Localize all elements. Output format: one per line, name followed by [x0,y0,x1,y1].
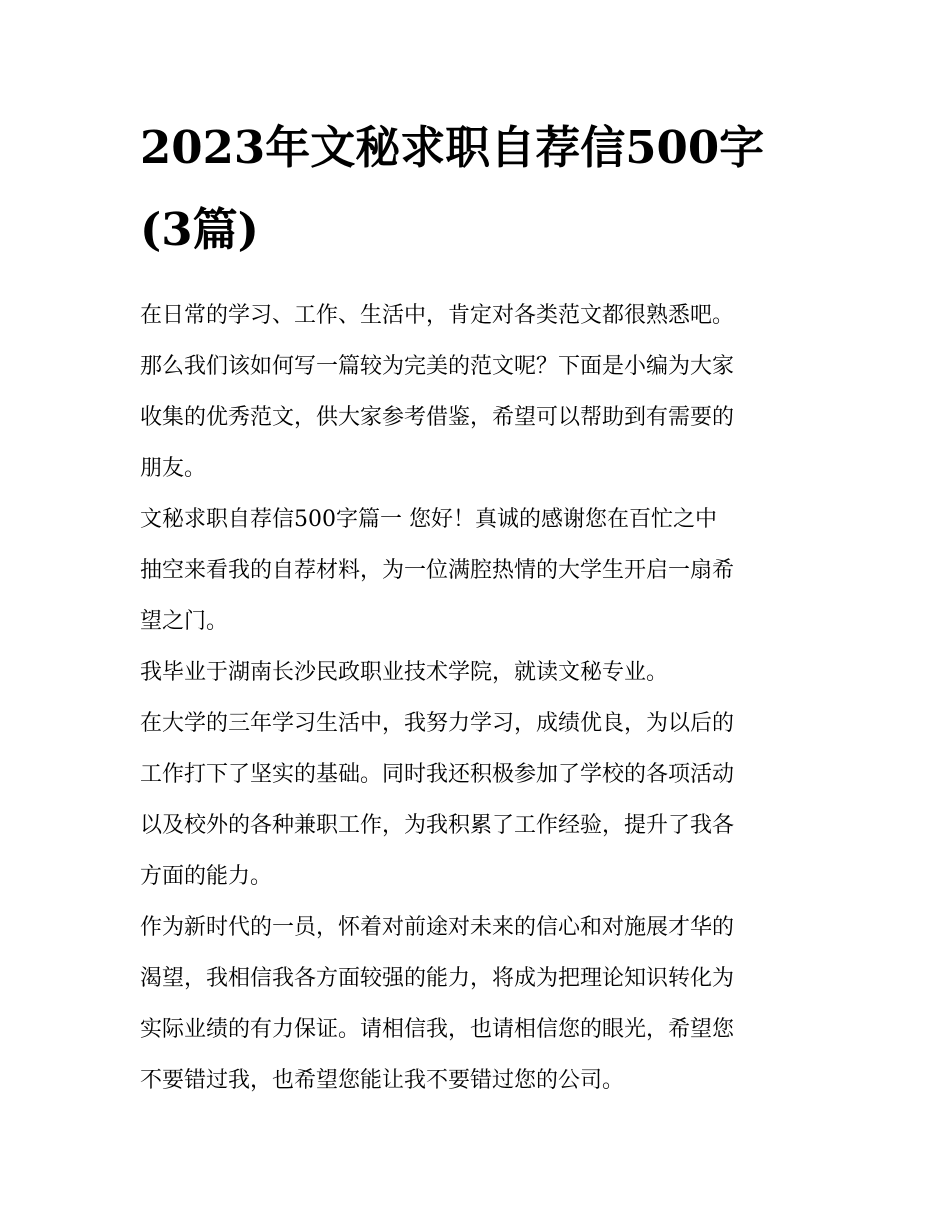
document-content [140,118,812,1106]
text-line: 我毕业于湖南长沙民政职业技术学院，就读文秘专业。 [140,660,669,685]
text-line: 在大学的三年学习生活中，我努力学习，成绩优良，为以后的 [140,711,735,736]
document-title [140,118,812,260]
text-line: 朋友。 [140,456,207,481]
text-line: 那么我们该如何写一篇较为完美的范文呢？下面是小编为大家 [140,354,735,379]
paragraph-closing [140,902,812,1106]
text-line: 望之门。 [140,609,229,634]
text-line: 工作打下了坚实的基础。同时我还积极参加了学校的各项活动 [140,762,735,787]
text-line: 以及校外的各种兼职工作，为我积累了工作经验，提升了我各 [140,813,735,838]
text-line: 作为新时代的一员，怀着对前途对未来的信心和对施展才华的 [140,915,735,940]
text-line: 文秘求职自荐信500字篇一 您好！真诚的感谢您在百忙之中 [140,507,717,532]
title-line-1: 2023年文秘求职自荐信500字 [140,121,765,174]
text-line: 收集的优秀范文，供大家参考借鉴，希望可以帮助到有需要的 [140,405,735,430]
paragraph-education [140,647,812,698]
text-line: 实际业绩的有力保证。请相信我，也请相信您的眼光，希望您 [140,1017,735,1042]
text-line: 不要错过我，也希望您能让我不要错过您的公司。 [140,1068,625,1093]
paragraph-letter-opening [140,494,812,647]
text-line: 抽空来看我的自荐材料，为一位满腔热情的大学生开启一扇希 [140,558,735,583]
document-body [140,290,812,1106]
text-line: 在日常的学习、工作、生活中，肯定对各类范文都很熟悉吧。 [140,303,735,328]
paragraph-university-life [140,698,812,902]
paragraph-intro [140,290,812,494]
text-line: 渴望，我相信我各方面较强的能力，将成为把理论知识转化为 [140,966,735,991]
text-line: 方面的能力。 [140,864,273,889]
title-line-2: (3篇) [140,203,259,256]
